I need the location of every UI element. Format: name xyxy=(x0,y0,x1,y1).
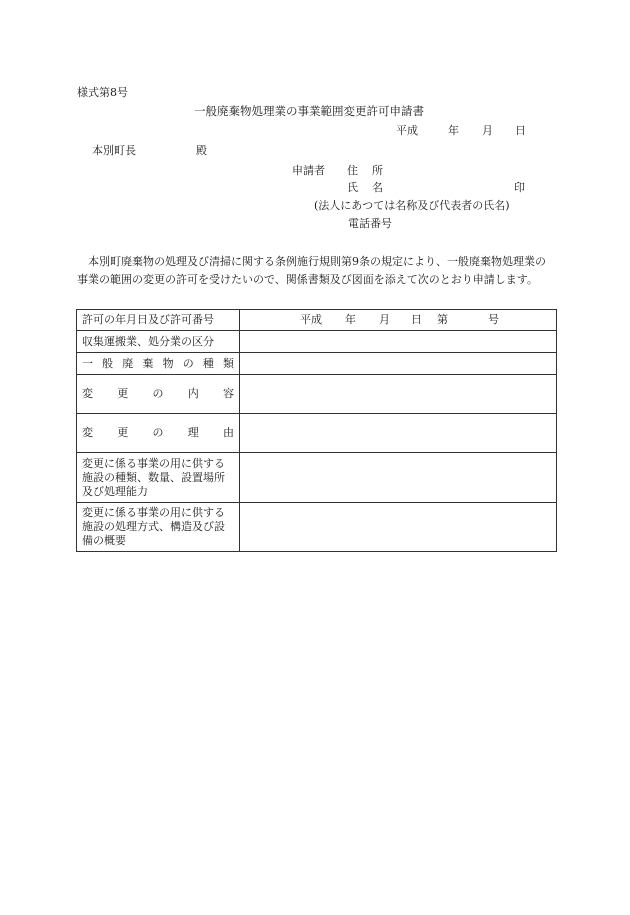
label-char: 内 xyxy=(187,387,199,400)
table-row xyxy=(77,414,557,453)
label-char: 廃 xyxy=(122,356,134,370)
table-row xyxy=(77,353,557,375)
permit-month: 月 xyxy=(379,313,390,326)
permit-year: 年 xyxy=(345,313,356,326)
facility-method-value-cell[interactable] xyxy=(240,503,557,552)
seal-mark: 印 xyxy=(514,181,525,194)
row-label xyxy=(77,414,240,453)
table-row xyxy=(77,503,557,552)
row-label-text: 許可の年月日及び許可番号 xyxy=(82,313,214,326)
date-month: 月 xyxy=(482,124,493,137)
row-label-text xyxy=(82,387,234,401)
date-era: 平成 xyxy=(396,124,418,137)
label-char: の xyxy=(182,356,194,370)
label-char: 種 xyxy=(202,356,214,370)
row-label-text: 収集運搬業、処分業の区分 xyxy=(82,334,214,348)
recipient-honorific: 殿 xyxy=(196,144,207,157)
table-row xyxy=(77,310,557,331)
date-year: 年 xyxy=(448,124,459,137)
label-char: 由 xyxy=(223,426,234,439)
label-char: 更 xyxy=(117,426,129,439)
label-char: 一 xyxy=(82,356,93,370)
facility-type-value-cell[interactable] xyxy=(240,453,557,503)
row-label xyxy=(77,375,240,414)
label-char: 変 xyxy=(82,387,93,400)
permit-number-prefix: 第 xyxy=(437,313,448,326)
name-label: 氏名 xyxy=(347,181,397,194)
label-char: 物 xyxy=(162,356,174,370)
application-detail-table xyxy=(76,309,557,552)
business-category-value-cell[interactable] xyxy=(240,331,557,353)
application-body-text: 本別町廃棄物の処理及び清掃に関する条例施行規則第9条の規定により、一般廃棄物処理業の事業の範囲の変更の許可を受けたいので、関係書類及び図面を添えて次のとおり申請します。 xyxy=(77,255,546,286)
row-label xyxy=(77,310,240,331)
change-reason-value-cell[interactable] xyxy=(240,414,557,453)
label-char: 般 xyxy=(102,356,114,370)
corporate-note: (法人にあつては名称及び代表者の氏名) xyxy=(314,199,510,212)
permit-number-suffix: 号 xyxy=(488,313,499,326)
row-label-text: 変更に係る事業の用に供する施設の処理方式、構造及び設備の概要 xyxy=(82,506,225,547)
label-char: 類 xyxy=(222,356,234,370)
change-content-value-cell[interactable] xyxy=(240,375,557,414)
phone-label: 電話番号 xyxy=(348,217,392,230)
label-char: 理 xyxy=(187,426,199,439)
form-title: 一般廃棄物処理業の事業範囲変更許可申請書 xyxy=(194,104,424,118)
row-label-text xyxy=(82,357,234,371)
label-char: の xyxy=(152,426,164,439)
table-row xyxy=(77,375,557,414)
label-char: 変 xyxy=(82,426,93,439)
row-label xyxy=(77,453,240,503)
row-label xyxy=(77,353,240,375)
row-label-text: 変更に係る事業の用に供する施設の種類、数量、設置場所及び処理能力 xyxy=(82,456,225,498)
row-label-text xyxy=(82,426,234,440)
permit-era: 平成 xyxy=(300,313,322,326)
label-char: 棄 xyxy=(142,356,154,370)
date-day: 日 xyxy=(515,124,526,137)
form-number: 様式第8号 xyxy=(77,86,128,99)
row-label xyxy=(77,331,240,353)
permit-date-number-line xyxy=(245,313,551,327)
label-char: の xyxy=(152,387,164,400)
applicant-label: 申請者 xyxy=(292,164,325,177)
table-row xyxy=(77,453,557,503)
permit-value-cell[interactable] xyxy=(240,310,557,331)
recipient-name: 本別町長 xyxy=(92,144,136,157)
waste-type-value-cell[interactable] xyxy=(240,353,557,375)
table-row xyxy=(77,331,557,353)
address-label: 住所 xyxy=(347,164,397,177)
label-char: 更 xyxy=(117,387,129,400)
permit-day: 日 xyxy=(411,313,422,326)
row-label xyxy=(77,503,240,552)
label-char: 容 xyxy=(223,387,234,400)
